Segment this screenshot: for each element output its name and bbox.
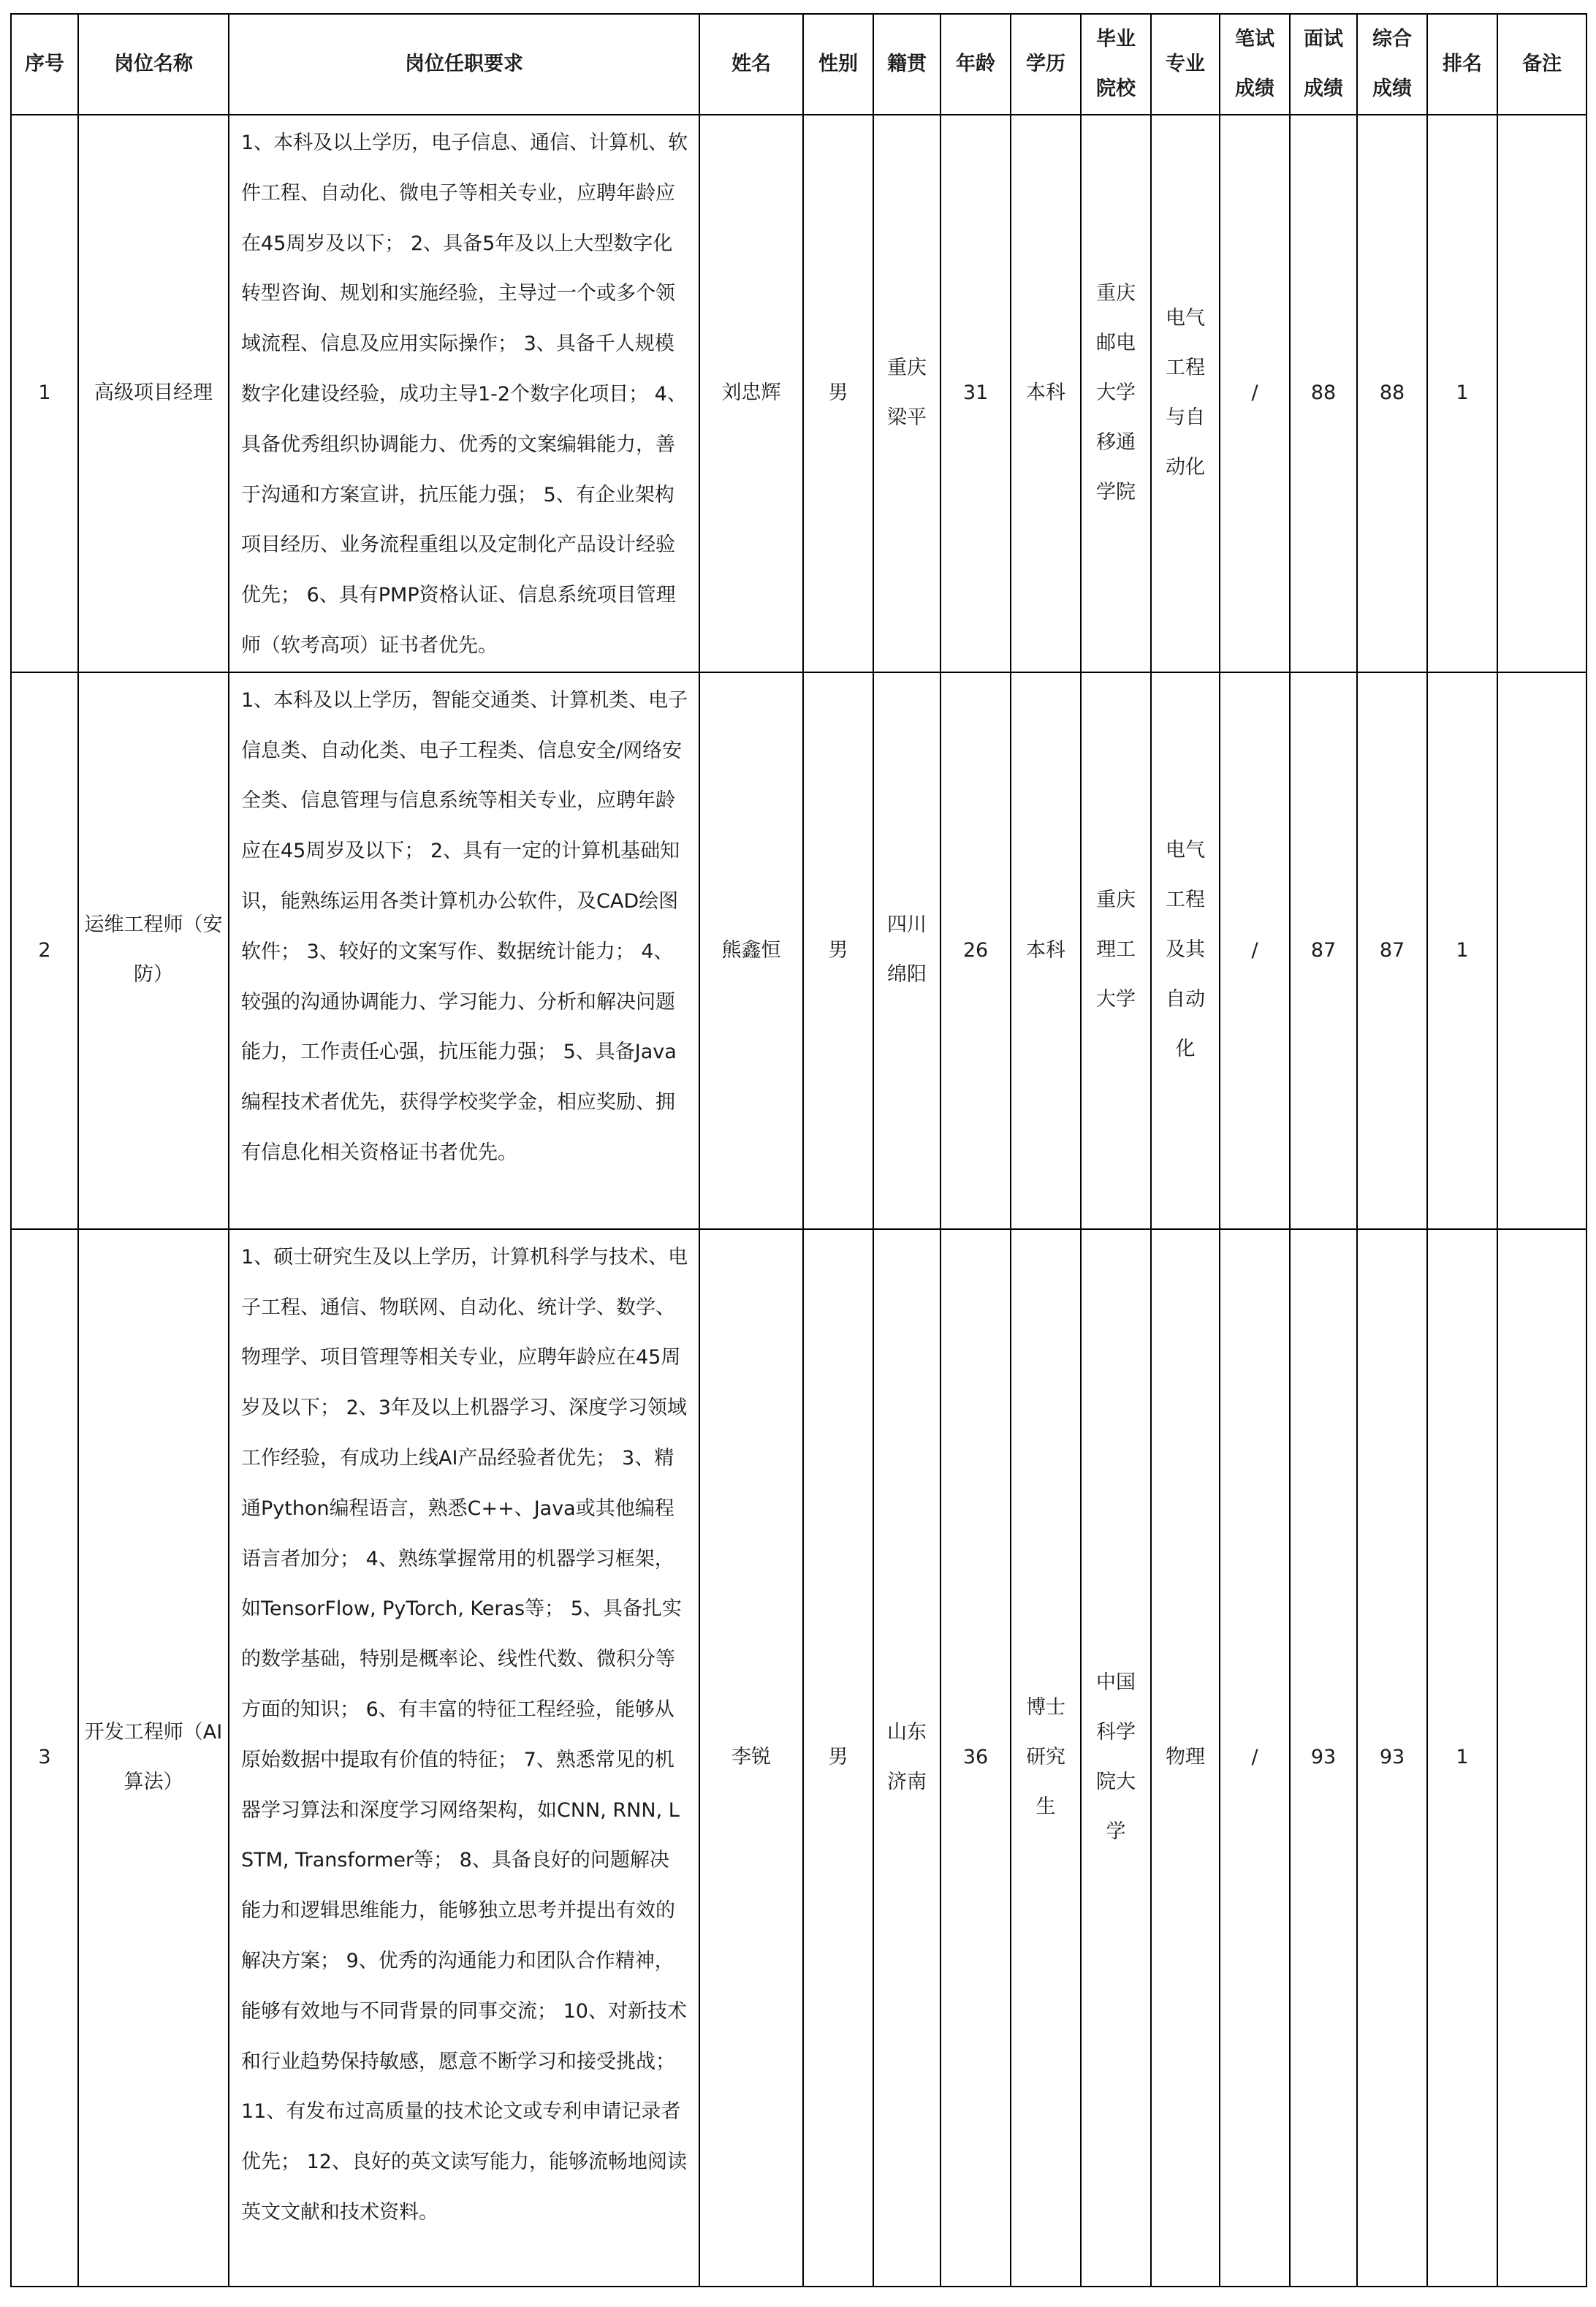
header-age-text: 年龄: [956, 53, 995, 75]
cell-school: [1081, 672, 1151, 1229]
cell-gender-text: 男: [828, 938, 848, 962]
header-position: [78, 14, 229, 115]
table-row: [11, 115, 1586, 672]
cell-rank: [1427, 1229, 1497, 2287]
header-remarks: [1497, 14, 1586, 115]
cell-total-score: [1357, 672, 1427, 1229]
cell-origin: [873, 672, 940, 1229]
cell-name: [699, 115, 803, 672]
header-seq-text: 序号: [25, 53, 64, 75]
cell-remarks: [1497, 115, 1586, 672]
cell-school-text: 重庆理工大学: [1096, 889, 1136, 1011]
cell-requirements: [229, 115, 699, 672]
cell-gender-text: 男: [828, 381, 848, 405]
cell-requirements-text: 1、本科及以上学历，电子信息、通信、计算机、软件工程、自动化、微电子等相关专业，应聘年龄应在45周岁及以下； 2、具备5年及以上大型数字化转型咨询、规划和实施经验，主导过一个或多个领域流程、信息及应用实际操作； 3、具备千人规模数字化建设经验，成功主导1-2个数字化项目； 4、具备优秀组织协调能力、优秀的文案编辑能力，善于沟通和方案宣讲，抗压能力强； 5、有企业架构项目经历、业务流程重组以及定制化产品设计经验优先； 6、具有PMP资格认证、信息系统项目管理师（软考高项）证书者优先。: [241, 132, 688, 657]
cell-name: [699, 1229, 803, 2287]
cell-total-score-text: 87: [1379, 938, 1405, 962]
header-row: [11, 14, 1586, 115]
header-major-text: 专业: [1166, 53, 1205, 75]
header-requirements-text: 岗位任职要求: [405, 53, 523, 75]
cell-seq-text: 1: [38, 381, 51, 405]
cell-school: [1081, 115, 1151, 672]
header-total-score-text: 成绩: [1372, 77, 1412, 100]
cell-interview-score-text: 87: [1310, 938, 1337, 962]
cell-name-text: 李锐: [732, 1746, 771, 1769]
cell-education-text: 本科: [1026, 938, 1065, 962]
header-total-score: [1357, 14, 1427, 115]
cell-gender: [803, 672, 873, 1229]
cell-name-text: 熊鑫恒: [721, 938, 781, 962]
header-written-score-text: 成绩: [1235, 77, 1274, 100]
cell-gender: [803, 1229, 873, 2287]
cell-education-text: 本科: [1026, 381, 1065, 405]
cell-requirements-text: 1、硕士研究生及以上学历，计算机科学与技术、电子工程、通信、物联网、自动化、统计学、数学、物理学、项目管理等相关专业，应聘年龄应在45周岁及以下； 2、3年及以上机器学习、深度学习领域工作经验，有成功上线AI产品经验者优先； 3、精通Python编程语言，熟悉C++、Java或其他编程语言者加分； 4、熟练掌握常用的机器学习框架，如TensorFlow, PyTorch, Keras等； 5、具备扎实的数学基础，特别是概率论、线性代数、微积分等方面的知识； 6、有丰富的特征工程经验，能够从原始数据中提取有价值的特征； 7、熟悉常见的机器学习算法和深度学习网络架构，如CNN, RNN, LSTM, Transformer等； 8、具备良好的问题解决能力和逻辑思维能力，能够独立思考并提出有效的解决方案； 9、优秀的沟通能力和团队合作精神，能够有效地与不同背景的同事交流； 10、对新技术和行业趋势保持敏感，愿意不断学习和接受挑战； 11、有发布过高质量的技术论文或专利申请记录者优先； 12、良好的英文读写能力，能够流畅地阅读英文文献和技术资料。: [241, 1245, 688, 2224]
cell-written-score-text: /: [1251, 938, 1258, 962]
cell-written-score-text: /: [1251, 381, 1258, 405]
cell-education: [1011, 115, 1081, 672]
cell-interview-score: [1290, 115, 1357, 672]
cell-remarks: [1497, 1229, 1586, 2287]
cell-written-score: [1220, 115, 1290, 672]
cell-school-text: 重庆邮电大学移通学院: [1096, 281, 1136, 503]
cell-education: [1011, 672, 1081, 1229]
header-origin: [873, 14, 940, 115]
cell-rank-text: 1: [1456, 381, 1469, 405]
cell-total-score: [1357, 115, 1427, 672]
cell-seq: [11, 115, 78, 672]
cell-major-text: 物理: [1166, 1746, 1205, 1769]
cell-age: [940, 115, 1011, 672]
cell-position-text: 运维工程师（安防）: [84, 913, 223, 987]
header-school-text: 毕业: [1096, 28, 1136, 50]
cell-age-text: 31: [962, 381, 989, 405]
cell-interview-score: [1290, 672, 1357, 1229]
header-name-text: 姓名: [732, 53, 771, 75]
header-education-text: 学历: [1026, 53, 1065, 75]
cell-written-score-text: /: [1251, 1746, 1258, 1769]
cell-seq-text: 2: [38, 938, 51, 962]
cell-age: [940, 1229, 1011, 2287]
cell-interview-score-text: 93: [1310, 1746, 1337, 1769]
cell-seq-text: 3: [38, 1746, 51, 1769]
header-name: [699, 14, 803, 115]
cell-position: [78, 1229, 229, 2287]
header-gender-text: 性别: [818, 53, 858, 75]
header-gender: [803, 14, 873, 115]
cell-interview-score: [1290, 1229, 1357, 2287]
cell-origin-text: 四川绵阳: [887, 913, 927, 987]
cell-seq: [11, 1229, 78, 2287]
cell-seq: [11, 672, 78, 1229]
header-school: [1081, 14, 1151, 115]
cell-age: [940, 672, 1011, 1229]
header-total-score-text: 综合: [1372, 28, 1412, 50]
cell-total-score: [1357, 1229, 1427, 2287]
header-education: [1011, 14, 1081, 115]
cell-position-text: 高级项目经理: [94, 381, 213, 405]
cell-major-text: 电气工程与自动化: [1166, 306, 1205, 479]
cell-requirements: [229, 1229, 699, 2287]
cell-origin-text: 重庆梁平: [887, 356, 927, 429]
cell-rank: [1427, 115, 1497, 672]
results-table: [10, 13, 1587, 2287]
cell-origin: [873, 115, 940, 672]
cell-written-score: [1220, 1229, 1290, 2287]
header-school-text: 院校: [1096, 77, 1136, 100]
cell-major: [1151, 672, 1220, 1229]
header-rank-text: 排名: [1443, 53, 1482, 75]
cell-origin: [873, 1229, 940, 2287]
cell-major: [1151, 115, 1220, 672]
header-position-text: 岗位名称: [114, 53, 193, 75]
cell-rank-text: 1: [1456, 1746, 1469, 1769]
cell-total-score-text: 93: [1379, 1746, 1405, 1769]
header-requirements: [229, 14, 699, 115]
header-age: [940, 14, 1011, 115]
header-seq: [11, 14, 78, 115]
cell-school-text: 中国科学院大学: [1096, 1671, 1136, 1843]
cell-position-text: 开发工程师（AI算法）: [84, 1720, 223, 1793]
header-interview-score-text: 成绩: [1304, 77, 1343, 100]
cell-remarks: [1497, 672, 1586, 1229]
header-remarks-text: 备注: [1522, 53, 1562, 75]
header-interview-score-text: 面试: [1304, 28, 1343, 50]
cell-total-score-text: 88: [1379, 381, 1405, 405]
cell-age-text: 36: [962, 1746, 989, 1769]
cell-position: [78, 115, 229, 672]
table-row: [11, 1229, 1586, 2287]
cell-origin-text: 山东济南: [887, 1720, 927, 1793]
cell-requirements-text: 1、本科及以上学历，智能交通类、计算机类、电子信息类、自动化类、电子工程类、信息安全/网络安全类、信息管理与信息系统等相关专业，应聘年龄应在45周岁及以下； 2、具有一定的计算机基础知识，能熟练运用各类计算机办公软件，及CAD绘图软件； 3、较好的文案写作、数据统计能力； 4、较强的沟通协调能力、学习能力、分析和解决问题能力，工作责任心强，抗压能力强； 5、具备Java编程技术者优先，获得学校奖学金，相应奖励、拥有信息化相关资格证书者优先。: [241, 688, 688, 1164]
cell-major-text: 电气工程及其自动化: [1166, 839, 1205, 1061]
header-major: [1151, 14, 1220, 115]
cell-name: [699, 672, 803, 1229]
header-rank: [1427, 14, 1497, 115]
cell-requirements: [229, 672, 699, 1229]
cell-major: [1151, 1229, 1220, 2287]
cell-education-text: 博士研究生: [1026, 1695, 1065, 1818]
cell-interview-score-text: 88: [1310, 381, 1337, 405]
cell-written-score: [1220, 672, 1290, 1229]
cell-position: [78, 672, 229, 1229]
header-origin-text: 籍贯: [887, 53, 927, 75]
table-row: [11, 672, 1586, 1229]
cell-gender-text: 男: [828, 1746, 848, 1769]
cell-school: [1081, 1229, 1151, 2287]
cell-rank-text: 1: [1456, 938, 1469, 962]
cell-age-text: 26: [962, 938, 989, 962]
cell-name-text: 刘忠辉: [721, 381, 781, 405]
cell-gender: [803, 115, 873, 672]
header-interview-score: [1290, 14, 1357, 115]
cell-rank: [1427, 672, 1497, 1229]
header-written-score-text: 笔试: [1235, 28, 1274, 50]
header-written-score: [1220, 14, 1290, 115]
cell-education: [1011, 1229, 1081, 2287]
